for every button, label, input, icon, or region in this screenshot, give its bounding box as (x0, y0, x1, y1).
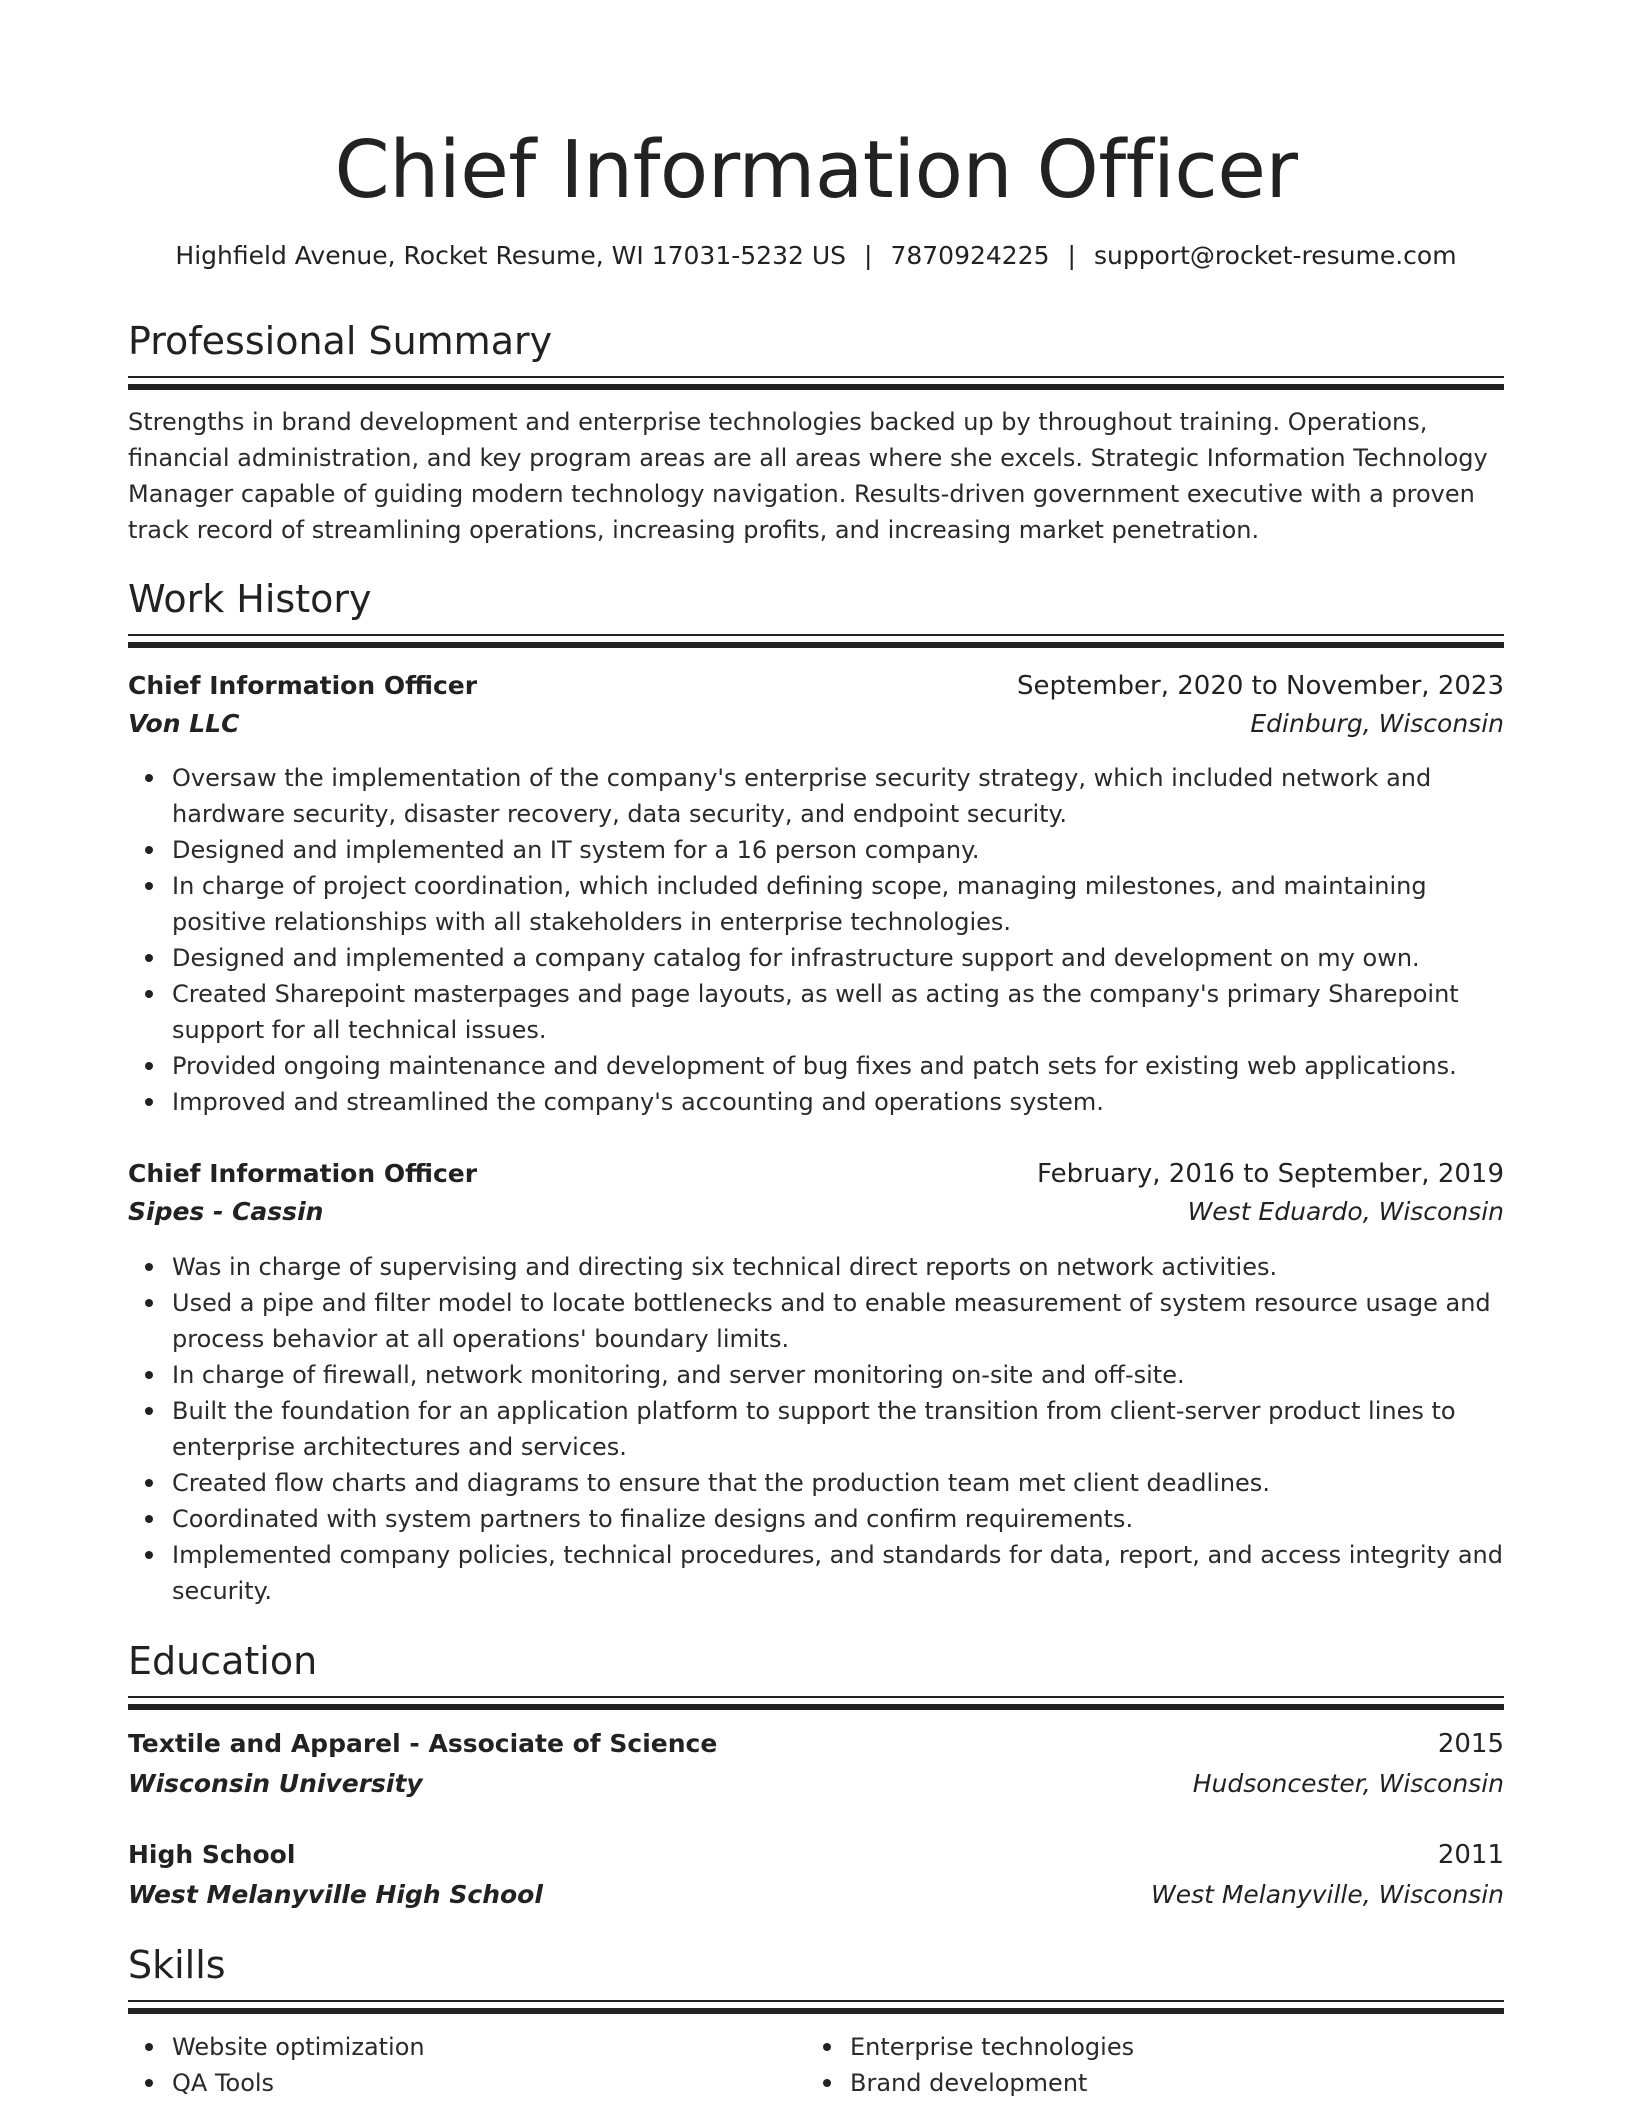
list-item: Used a pipe and filter model to locate bottlenecks and to enable measurement of system resource usage and process behavior at all operations' boundary limits. (172, 1285, 1504, 1357)
contact-separator: | (864, 241, 873, 270)
job-employer-row (128, 705, 1504, 743)
contact-line (128, 238, 1504, 274)
skill-item: Website optimization (172, 2029, 768, 2065)
list-item: Designed and implemented a company catalog for infrastructure support and development on my own. (172, 940, 1504, 976)
contact-phone: 7870924225 (890, 241, 1050, 270)
job-title: Chief Information Officer (128, 1159, 478, 1188)
list-item: Improved and streamlined the company's accounting and operations system. (172, 1084, 1504, 1120)
list-item: Provided ongoing maintenance and development of bug fixes and patch sets for existing web applications. (172, 1048, 1504, 1084)
job-bullets (128, 760, 1504, 1120)
job-header (128, 1155, 1504, 1193)
list-item: Oversaw the implementation of the company's enterprise security strategy, which included network and hardware security, disaster recovery, data security, and endpoint security. (172, 760, 1504, 832)
job-employer: Von LLC (128, 709, 240, 738)
section-divider (128, 376, 1504, 390)
list-item: Designed and implemented an IT system for a 16 person company. (172, 832, 1504, 868)
job-bullets (128, 1249, 1504, 1609)
education-school-row (128, 1876, 1504, 1914)
list-item: In charge of project coordination, which included defining scope, managing milestones, and maintaining positive relationships with all stakeholders in enterprise technologies. (172, 868, 1504, 940)
education-location: Hudsoncester, Wisconsin (1192, 1769, 1504, 1798)
section-title-education: Education (128, 1639, 318, 1683)
education-school-row (128, 1765, 1504, 1803)
skill-item: QA Tools (172, 2065, 768, 2101)
section-title-summary: Professional Summary (128, 319, 553, 363)
list-item: Coordinated with system partners to finalize designs and confirm requirements. (172, 1501, 1504, 1537)
section-title-work-history: Work History (128, 577, 372, 621)
list-item: Implemented company policies, technical procedures, and standards for data, report, and access integrity and security. (172, 1537, 1504, 1609)
section-divider (128, 1696, 1504, 1710)
section-divider (128, 2000, 1504, 2014)
list-item: Was in charge of supervising and directing six technical direct reports on network activities. (172, 1249, 1504, 1285)
job-dates: February, 2016 to September, 2019 (1037, 1159, 1504, 1189)
section-divider (128, 634, 1504, 648)
education-location: West Melanyville, Wisconsin (1150, 1880, 1504, 1909)
education-header (128, 1725, 1504, 1763)
list-item: In charge of firewall, network monitoring, and server monitoring on-site and off-site. (172, 1357, 1504, 1393)
education-header (128, 1836, 1504, 1874)
contact-separator: | (1067, 241, 1076, 270)
list-item: Created Sharepoint masterpages and page layouts, as well as acting as the company's primary Sharepoint support for all technical issues. (172, 976, 1504, 1048)
section-title-skills: Skills (128, 1943, 226, 1987)
skills-list-left (128, 2029, 768, 2101)
contact-address: Highfield Avenue, Rocket Resume, WI 17031-5232 US (175, 241, 847, 270)
resume-name: Chief Information Officer (334, 124, 1298, 216)
job-employer: Sipes - Cassin (128, 1197, 324, 1226)
education-school: West Melanyville High School (128, 1880, 543, 1909)
job-location: Edinburg, Wisconsin (1250, 709, 1504, 738)
job-title: Chief Information Officer (128, 671, 478, 700)
job-employer-row (128, 1193, 1504, 1231)
education-school: Wisconsin University (128, 1769, 423, 1798)
contact-email[interactable]: support@rocket-resume.com (1093, 241, 1457, 270)
job-location: West Eduardo, Wisconsin (1187, 1197, 1504, 1226)
skill-item: Enterprise technologies (850, 2029, 1446, 2065)
education-degree: Textile and Apparel - Associate of Science (128, 1729, 718, 1758)
summary-text: Strengths in brand development and enterprise technologies backed up by throughout training. Operations, financial administration, and key program areas are all areas where she excels. Strategic Information Technology Manager capable of guiding modern technology navigation. Results-driven government executive with a proven track record of streamlining operations, increasing profits, and increasing market penetration. (128, 408, 1488, 544)
skills-list-right (806, 2029, 1446, 2101)
job-header (128, 667, 1504, 705)
education-year: 2015 (1437, 1729, 1504, 1759)
skill-item: Brand development (850, 2065, 1446, 2101)
list-item: Built the foundation for an application platform to support the transition from client-server product lines to enterprise architectures and services. (172, 1393, 1504, 1465)
education-year: 2011 (1437, 1840, 1504, 1870)
list-item: Created flow charts and diagrams to ensure that the production team met client deadlines. (172, 1465, 1504, 1501)
education-degree: High School (128, 1840, 296, 1869)
job-dates: September, 2020 to November, 2023 (1017, 671, 1504, 701)
